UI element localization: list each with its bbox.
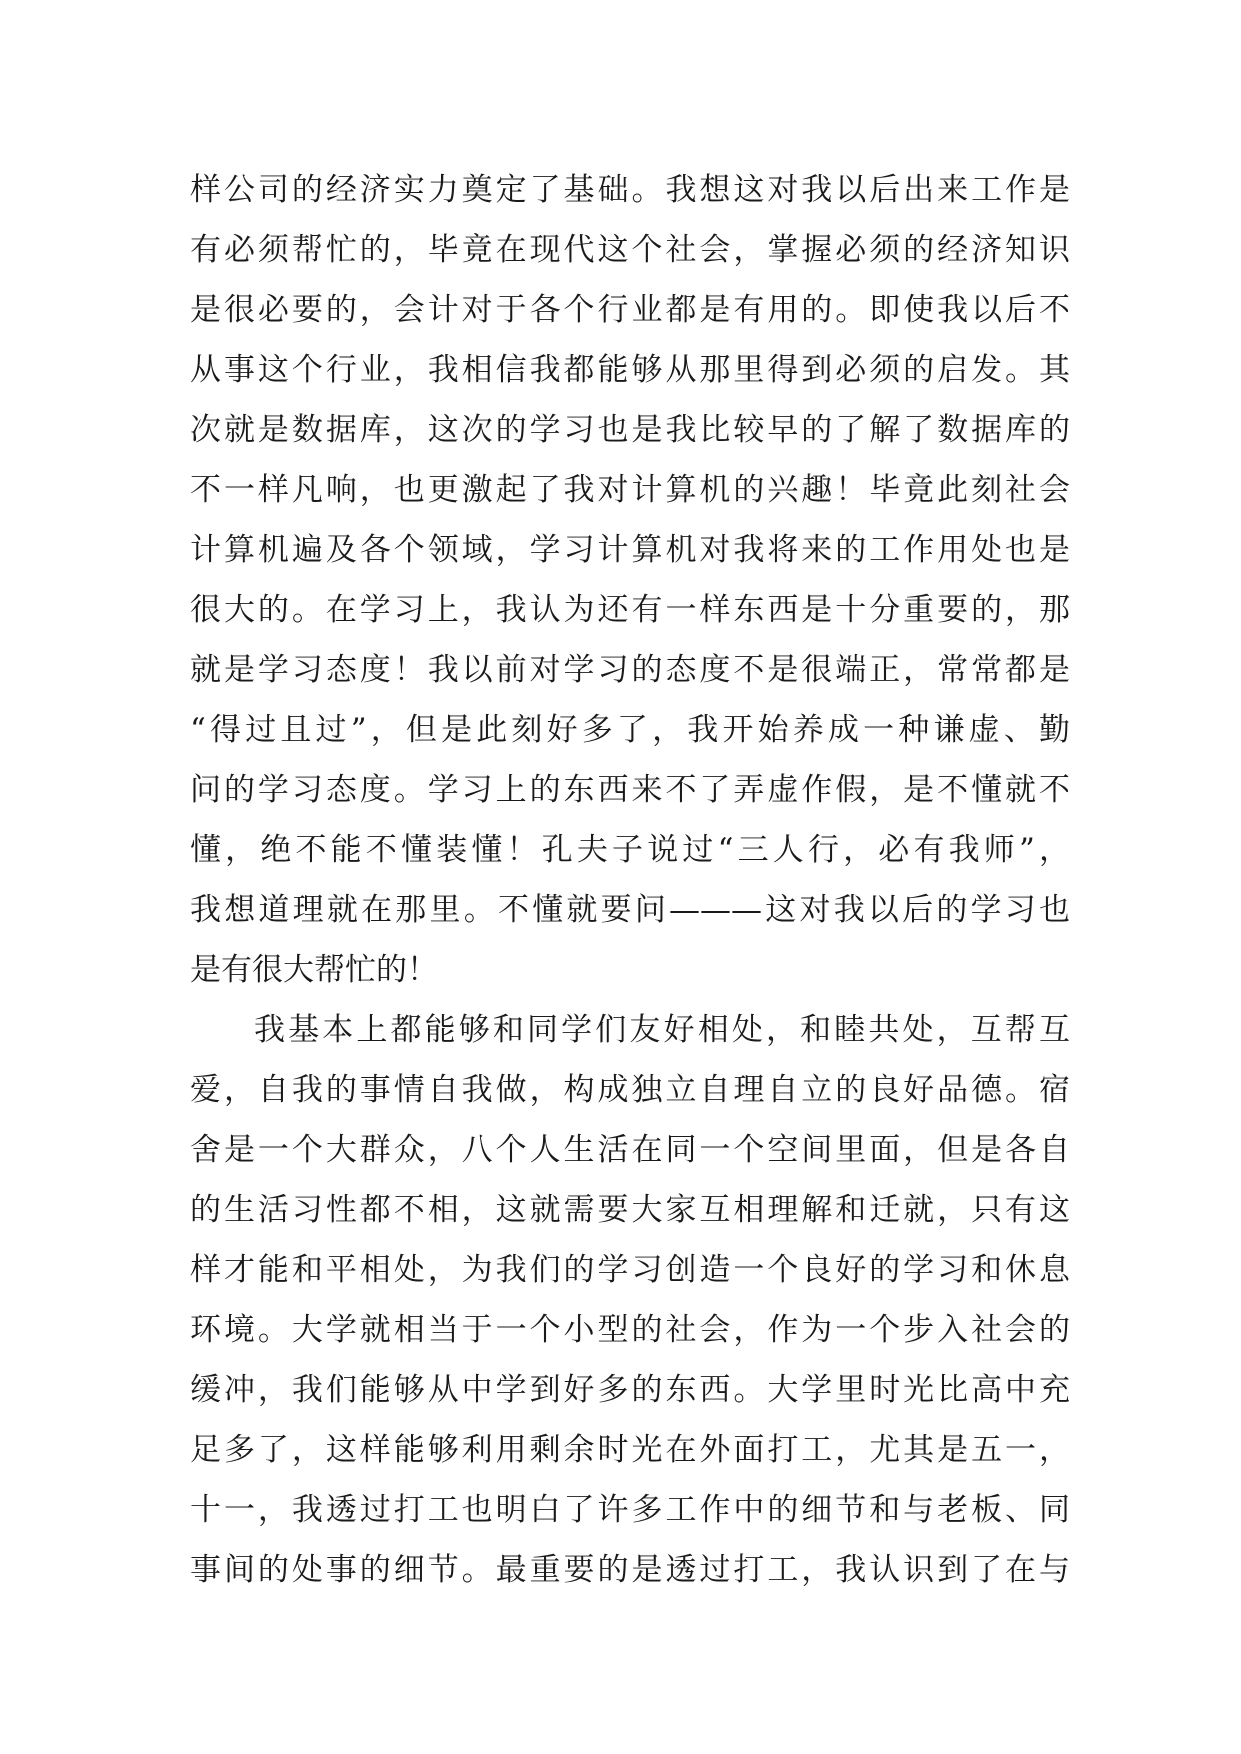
text-line: 是有很大帮忙的！: [190, 952, 438, 988]
text-line: 舍是一个大群众，八个人生活在同一个空间里面，但是各自: [190, 1132, 1070, 1168]
text-line: 足多了，这样能够利用剩余时光在外面打工，尤其是五一，: [190, 1432, 1070, 1468]
text-line: 爱，自我的事情自我做，构成独立自理自立的良好品德。宿: [190, 1072, 1070, 1108]
text-line: 缓冲，我们能够从中学到好多的东西。大学里时光比高中充: [190, 1372, 1070, 1408]
text-line: “得过且过”，但是此刻好多了，我开始养成一种谦虚、勤: [190, 712, 1070, 748]
text-line: 事间的处事的细节。最重要的是透过打工，我认识到了在与: [190, 1552, 1070, 1588]
body-text: [190, 160, 1070, 1600]
text-line: 有必须帮忙的，毕竟在现代这个社会，掌握必须的经济知识: [190, 232, 1070, 268]
paragraph-start-line: 我基本上都能够和同学们友好相处，和睦共处，互帮互: [254, 1012, 1070, 1048]
text-line: 是很必要的，会计对于各个行业都是有用的。即使我以后不: [190, 292, 1070, 328]
text-line: 十一，我透过打工也明白了许多工作中的细节和与老板、同: [190, 1492, 1070, 1528]
text-line: 很大的。在学习上，我认为还有一样东西是十分重要的，那: [190, 592, 1070, 628]
text-line: 就是学习态度！我以前对学习的态度不是很端正，常常都是: [190, 652, 1070, 688]
text-line: 样公司的经济实力奠定了基础。我想这对我以后出来工作是: [190, 172, 1070, 208]
text-line: 懂，绝不能不懂装懂！孔夫子说过“三人行，必有我师”，: [190, 832, 1070, 868]
text-line: 计算机遍及各个领域，学习计算机对我将来的工作用处也是: [190, 532, 1070, 568]
text-line: 从事这个行业，我相信我都能够从那里得到必须的启发。其: [190, 352, 1070, 388]
text-line: 环境。大学就相当于一个小型的社会，作为一个步入社会的: [190, 1312, 1070, 1348]
text-line: 样才能和平相处，为我们的学习创造一个良好的学习和休息: [190, 1252, 1070, 1288]
text-line: 的生活习性都不相，这就需要大家互相理解和迁就，只有这: [190, 1192, 1070, 1228]
text-line: 问的学习态度。学习上的东西来不了弄虚作假，是不懂就不: [190, 772, 1070, 808]
text-line: 我想道理就在那里。不懂就要问———这对我以后的学习也: [190, 892, 1070, 928]
text-line: 不一样凡响，也更激起了我对计算机的兴趣！毕竟此刻社会: [190, 472, 1070, 508]
text-line: 次就是数据库，这次的学习也是我比较早的了解了数据库的: [190, 412, 1070, 448]
